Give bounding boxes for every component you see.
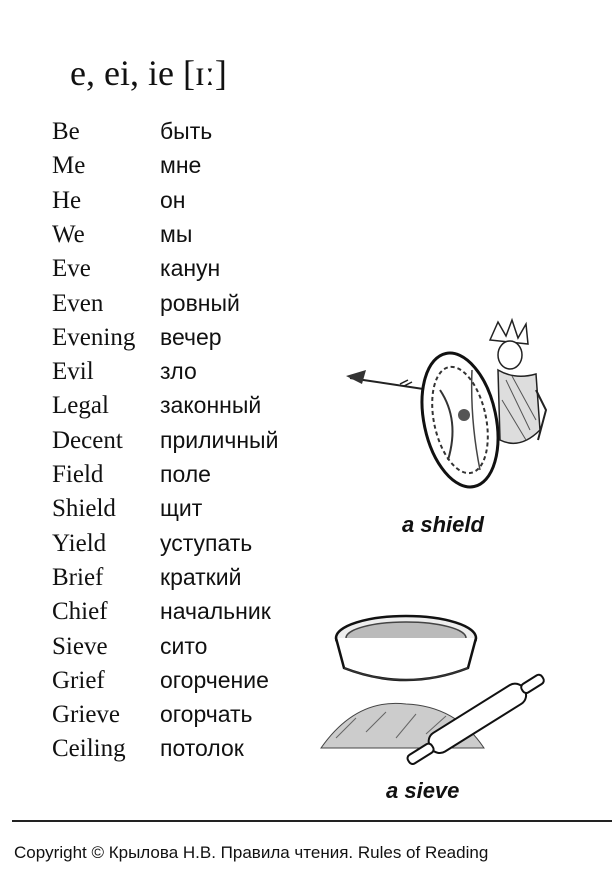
word-row [52, 564, 322, 598]
footer-divider [12, 820, 612, 822]
russian-translation: он [160, 186, 186, 213]
russian-translation: начальник [160, 598, 271, 625]
sieve-caption: a sieve [386, 778, 460, 803]
word-row [52, 530, 322, 564]
word-row [52, 667, 322, 701]
russian-translation: законный [160, 392, 262, 419]
english-word: Legal [52, 392, 109, 420]
russian-translation: сито [160, 632, 208, 659]
page-title: e, ei, ie [ɪː] [70, 53, 227, 93]
russian-translation: мы [160, 220, 193, 247]
english-word: Eve [52, 255, 91, 283]
english-word: Chief [52, 598, 108, 626]
word-row [52, 495, 322, 529]
english-word: Shield [52, 495, 116, 523]
english-word: Sieve [52, 632, 108, 660]
english-word: Even [52, 289, 104, 317]
shield-caption: a shield [402, 512, 484, 537]
word-row [52, 324, 322, 358]
english-word: Field [52, 461, 104, 488]
copyright-text: Copyright © Крылова Н.В. Правила чтения. Rules of Reading [14, 843, 489, 862]
word-row [52, 255, 322, 289]
russian-translation: огорчение [160, 666, 269, 693]
word-row [52, 461, 322, 495]
word-row [52, 118, 322, 152]
word-row [52, 701, 322, 735]
russian-translation: краткий [160, 563, 242, 590]
word-row [52, 598, 322, 632]
english-word: Me [52, 152, 86, 180]
russian-translation: мне [160, 152, 202, 179]
english-word: Decent [52, 426, 123, 454]
russian-translation: канун [160, 255, 221, 282]
english-word: Yield [52, 529, 107, 557]
russian-translation: огорчать [160, 701, 253, 728]
word-row [52, 633, 322, 667]
word-row [52, 358, 322, 392]
russian-translation: ровный [160, 289, 240, 316]
russian-translation: вечер [160, 323, 222, 350]
russian-translation: приличный [160, 426, 279, 453]
english-word: Ceiling [52, 735, 126, 763]
russian-translation: уступать [160, 529, 253, 556]
sieve-illustration [316, 608, 546, 768]
word-row [52, 290, 322, 324]
english-word: Grieve [52, 701, 121, 729]
word-row [52, 427, 322, 461]
russian-translation: поле [160, 461, 211, 487]
word-row [52, 392, 322, 426]
english-word: We [52, 220, 85, 248]
english-word: He [52, 186, 82, 214]
word-row [52, 187, 322, 221]
russian-translation: зло [160, 358, 197, 385]
word-row [52, 735, 322, 769]
english-word: Evil [52, 358, 94, 386]
word-row [52, 152, 322, 186]
english-word: Brief [52, 563, 104, 591]
english-word: Grief [52, 666, 105, 694]
shield-illustration [340, 310, 560, 500]
english-word: Evening [52, 323, 136, 351]
russian-translation: быть [160, 118, 213, 144]
word-row [52, 221, 322, 255]
english-word: Be [52, 118, 80, 145]
russian-translation: потолок [160, 735, 244, 762]
russian-translation: щит [160, 495, 203, 522]
